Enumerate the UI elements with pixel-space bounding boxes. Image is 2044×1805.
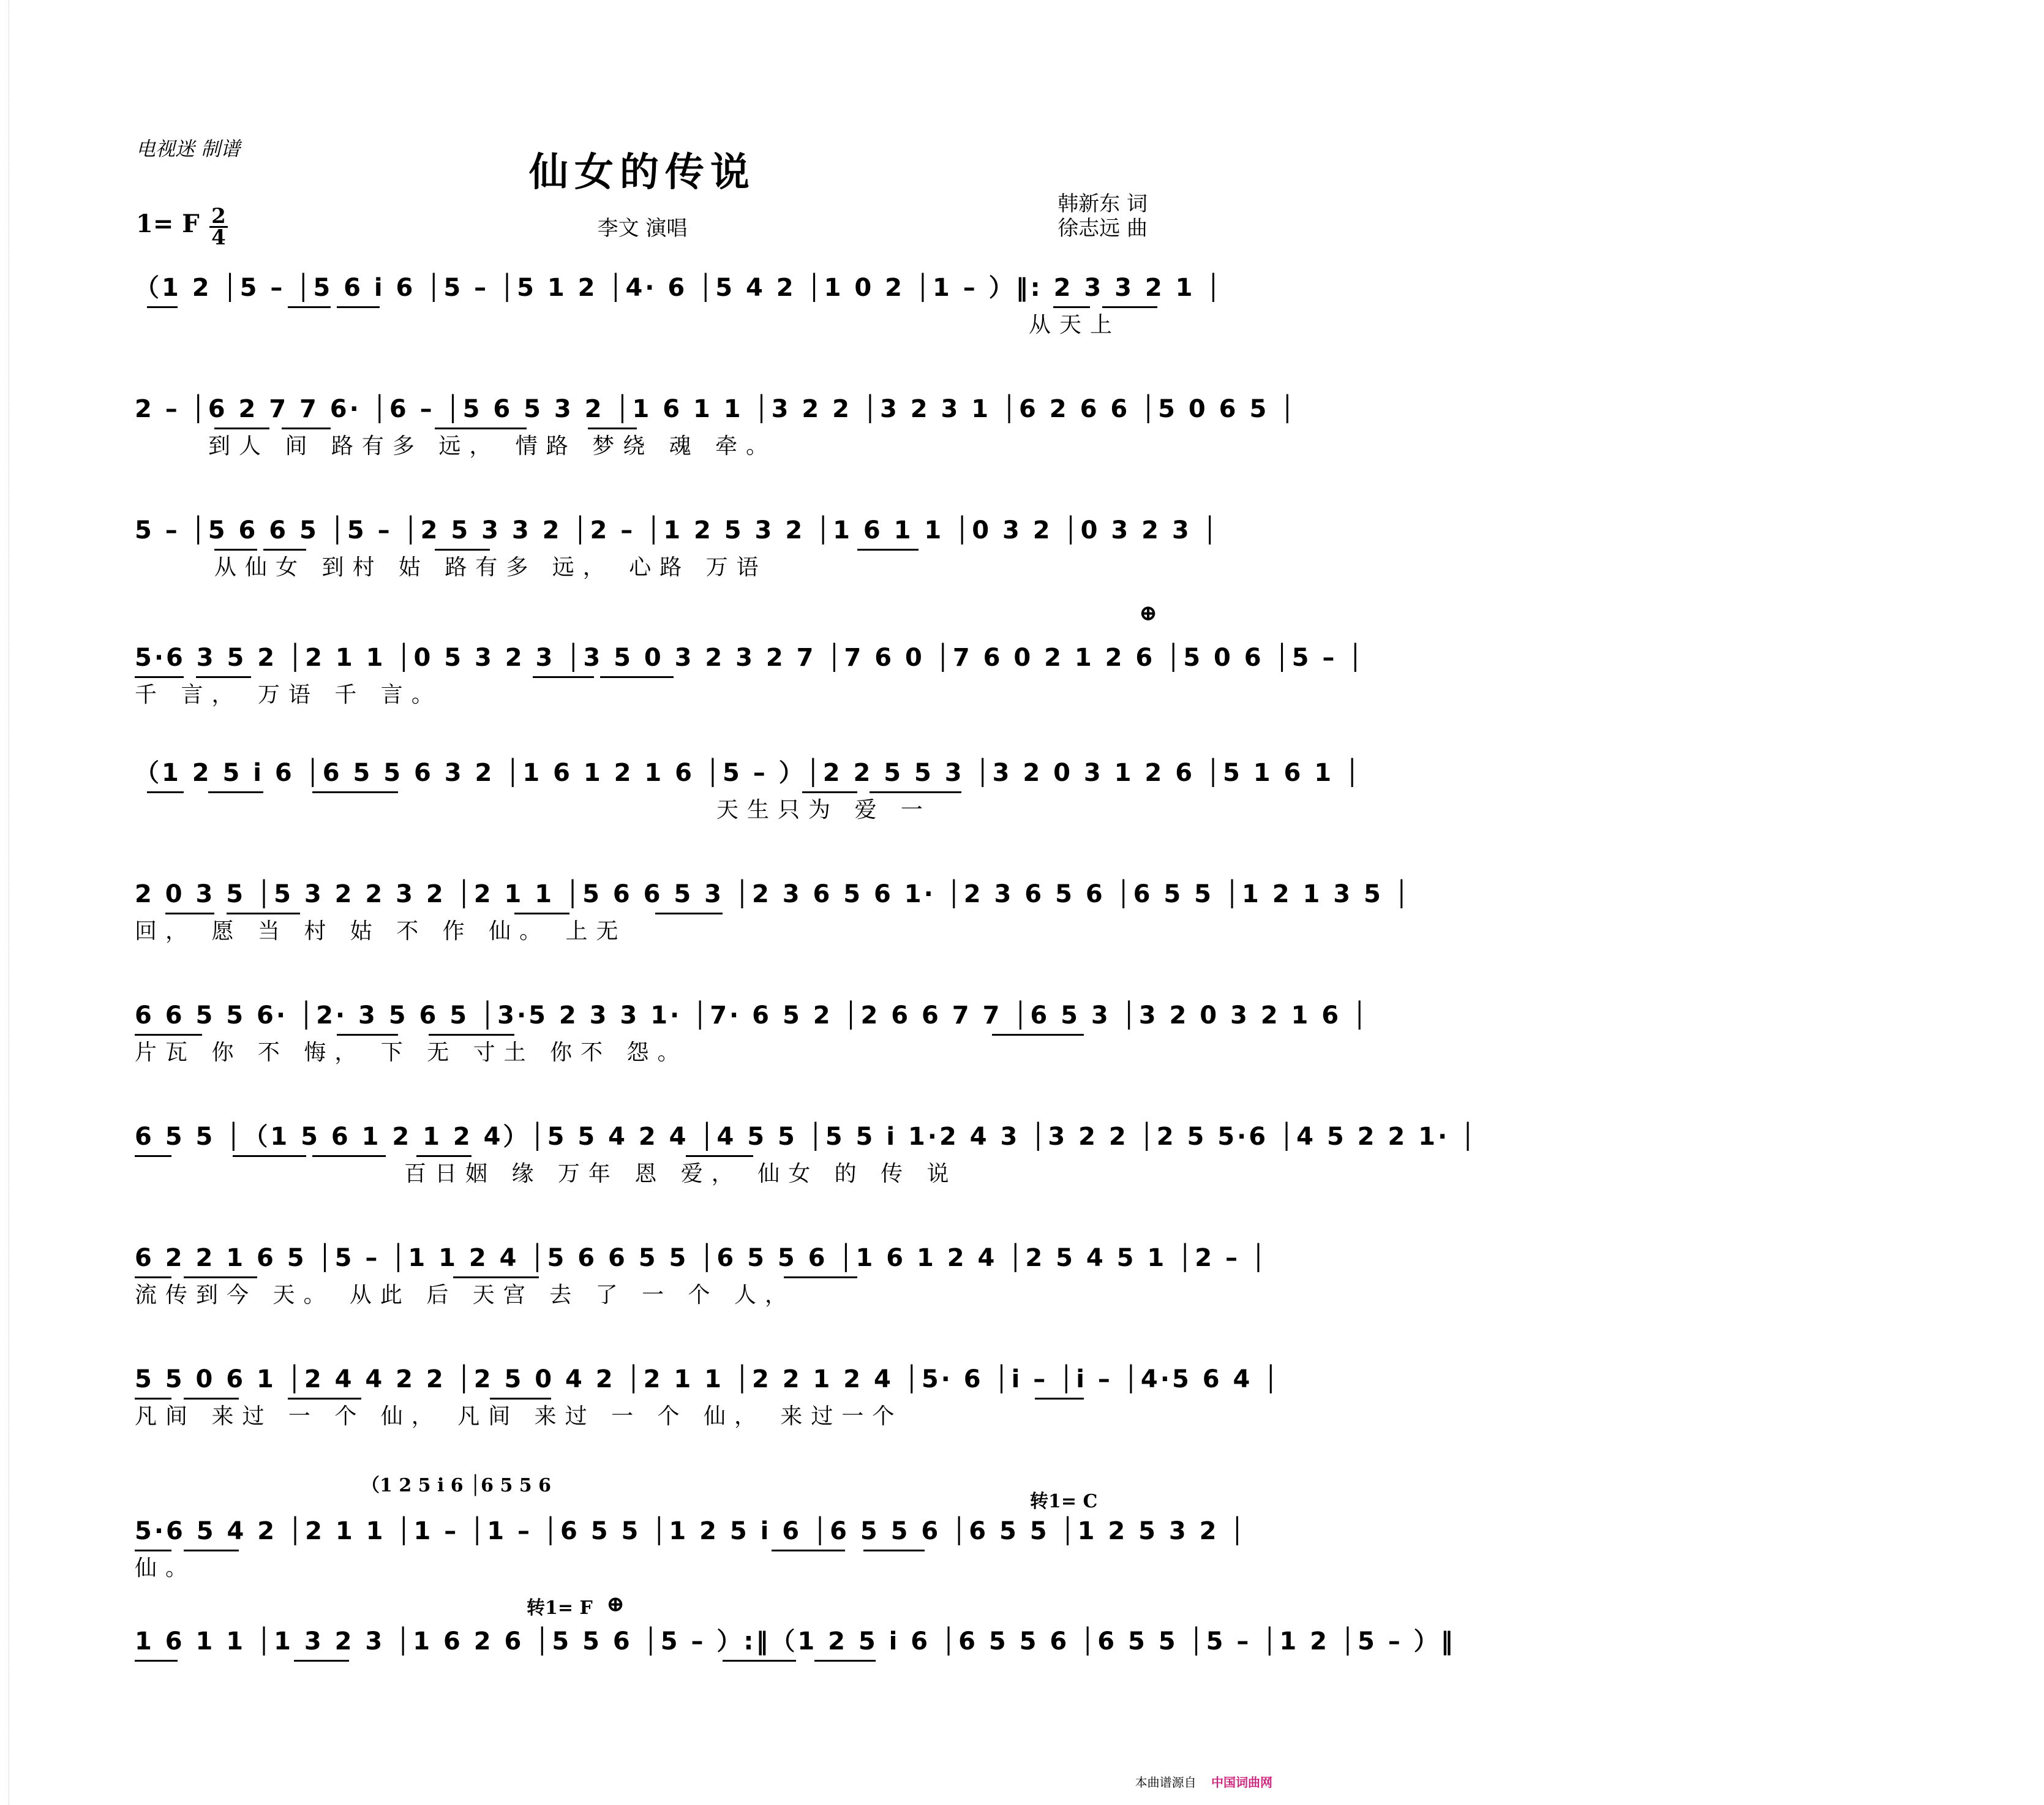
modulation-to-c: 转1= C: [1030, 1491, 1098, 1512]
composer: 徐志远 曲: [1058, 216, 1148, 241]
notation: 6 6 5 5 6· │2· 3 5 6 5 │3·5 2 3 3 1· │7· 6 5 2 │2 6 6 7 7 │6 5 3 │3 2 0 3 2 1 6 │: [135, 1001, 1370, 1030]
time-signature-top: 2: [211, 204, 226, 228]
intro-phrase-annotation: （1 2 5 i 6 │6 5 5 6: [361, 1475, 552, 1496]
lyrics: 回， 愿 当 村 姑 不 作 仙。 上无: [135, 919, 627, 944]
score-maker: 电视迷 制谱: [136, 137, 241, 160]
key-signature: 1= F: [136, 209, 200, 238]
lyrics: 仙。: [135, 1556, 197, 1581]
lyricist: 韩新东 词: [1058, 192, 1148, 216]
notation: 5 5 0 6 1 │2 4 4 2 2 │2 5 0 4 2 │2 1 1 │2 2 1 2 4 │5· 6 │i – │i – │4·5 6 4 │: [135, 1365, 1281, 1393]
page-edge-watermark: [0, 0, 9, 1805]
lyrics: 从仙女 到村 姑 路有多 远， 心路 万语: [214, 555, 767, 580]
coda-sign-end: ⊕: [606, 1591, 625, 1617]
rhythm-underlines: [135, 1660, 1150, 1665]
singer: 李文 演唱: [597, 216, 688, 241]
lyrics: 凡间 来过 一 个 仙， 凡间 来过 一 个 仙， 来过一个: [135, 1404, 903, 1429]
lyrics: 流传到今 天。 从此 后 天宫 去 了 一 个 人，: [135, 1283, 795, 1308]
time-signature-bottom: 4: [211, 225, 226, 250]
notation: （1 2 5 i 6 │6 5 5 6 3 2 │1 6 1 2 1 6 │5 – ）│2 2 5 5 3 │3 2 0 3 1 2 6 │5 1 6 1 │: [135, 759, 1362, 787]
lyrics: 从天上: [1029, 312, 1121, 337]
lyrics: 百日姻 缘 万年 恩 爱， 仙女 的 传 说: [404, 1161, 958, 1186]
footer-source: 本曲谱源自: [1135, 1775, 1197, 1790]
notation: 2 0 3 5 │5 3 2 2 3 2 │2 1 1 │5 6 6 5 3 │2 3 6 5 6 1· │2 3 6 5 6 │6 5 5 │1 2 1 3 5 │: [135, 880, 1411, 908]
song-title: 仙女的传说: [529, 149, 756, 195]
notation: （1 2 │5 – │5 6 i 6 │5 – │5 1 2 │4· 6 │5 4 2 │1 0 2 │1 – ）‖: 2 3 3 2 1 │: [135, 274, 1223, 302]
notation: 2 – │6 2 7 7 6· │6 – │5 6 5 3 2 │1 6 1 1 │3 2 2 │3 2 3 1 │6 2 6 6 │5 0 6 5 │: [135, 395, 1298, 423]
lyrics: 到人 间 路有多 远， 情路 梦绕 魂 牵。: [208, 434, 777, 459]
footer: [1135, 1773, 1272, 1790]
notation: 1 6 1 1 │1 3 2 3 │1 6 2 6 │5 5 6 │5 – ）:‖（1 2 5 i 6 │6 5 5 6 │6 5 5 │5 – │1 2 │5 – ）‖: [135, 1627, 1456, 1656]
modulation-to-f: 转1= F: [527, 1597, 593, 1619]
coda-sign: ⊕: [1139, 600, 1158, 626]
lyrics: 天生只为 爱 一: [716, 797, 931, 823]
footer-site[interactable]: 中国词曲网: [1211, 1775, 1272, 1790]
lyrics: 千 言， 万语 千 言。: [135, 682, 442, 707]
notation: 6 2 2 1 6 5 │5 – │1 1 2 4 │5 6 6 5 5 │6 5 5 6 │1 6 1 2 4 │2 5 4 5 1 │2 – │: [135, 1244, 1268, 1272]
notation: 6 5 5 │（1 5 6 1 2 1 2 4）│5 5 4 2 4 │4 5 5 │5 5 i 1·2 4 3 │3 2 2 │2 5 5·6 │4 5 2 2 1· │: [135, 1123, 1478, 1151]
notation: 5 – │5 6 6 5 │5 – │2 5 3 3 2 │2 – │1 2 5 3 2 │1 6 1 1 │0 3 2 │0 3 2 3 │: [135, 516, 1220, 545]
notation: 5·6 3 5 2 │2 1 1 │0 5 3 2 3 │3 5 0 3 2 3 2 7 │7 6 0 │7 6 0 2 1 2 6 │5 0 6 │5 – │: [135, 644, 1366, 672]
notation: 5·6 5 4 2 │2 1 1 │1 – │1 – │6 5 5 │1 2 5 i 6 │6 5 5 6 │6 5 5 │1 2 5 3 2 │: [135, 1517, 1247, 1545]
lyrics: 片瓦 你 不 悔， 下 无 寸土 你不 怨。: [135, 1040, 688, 1065]
